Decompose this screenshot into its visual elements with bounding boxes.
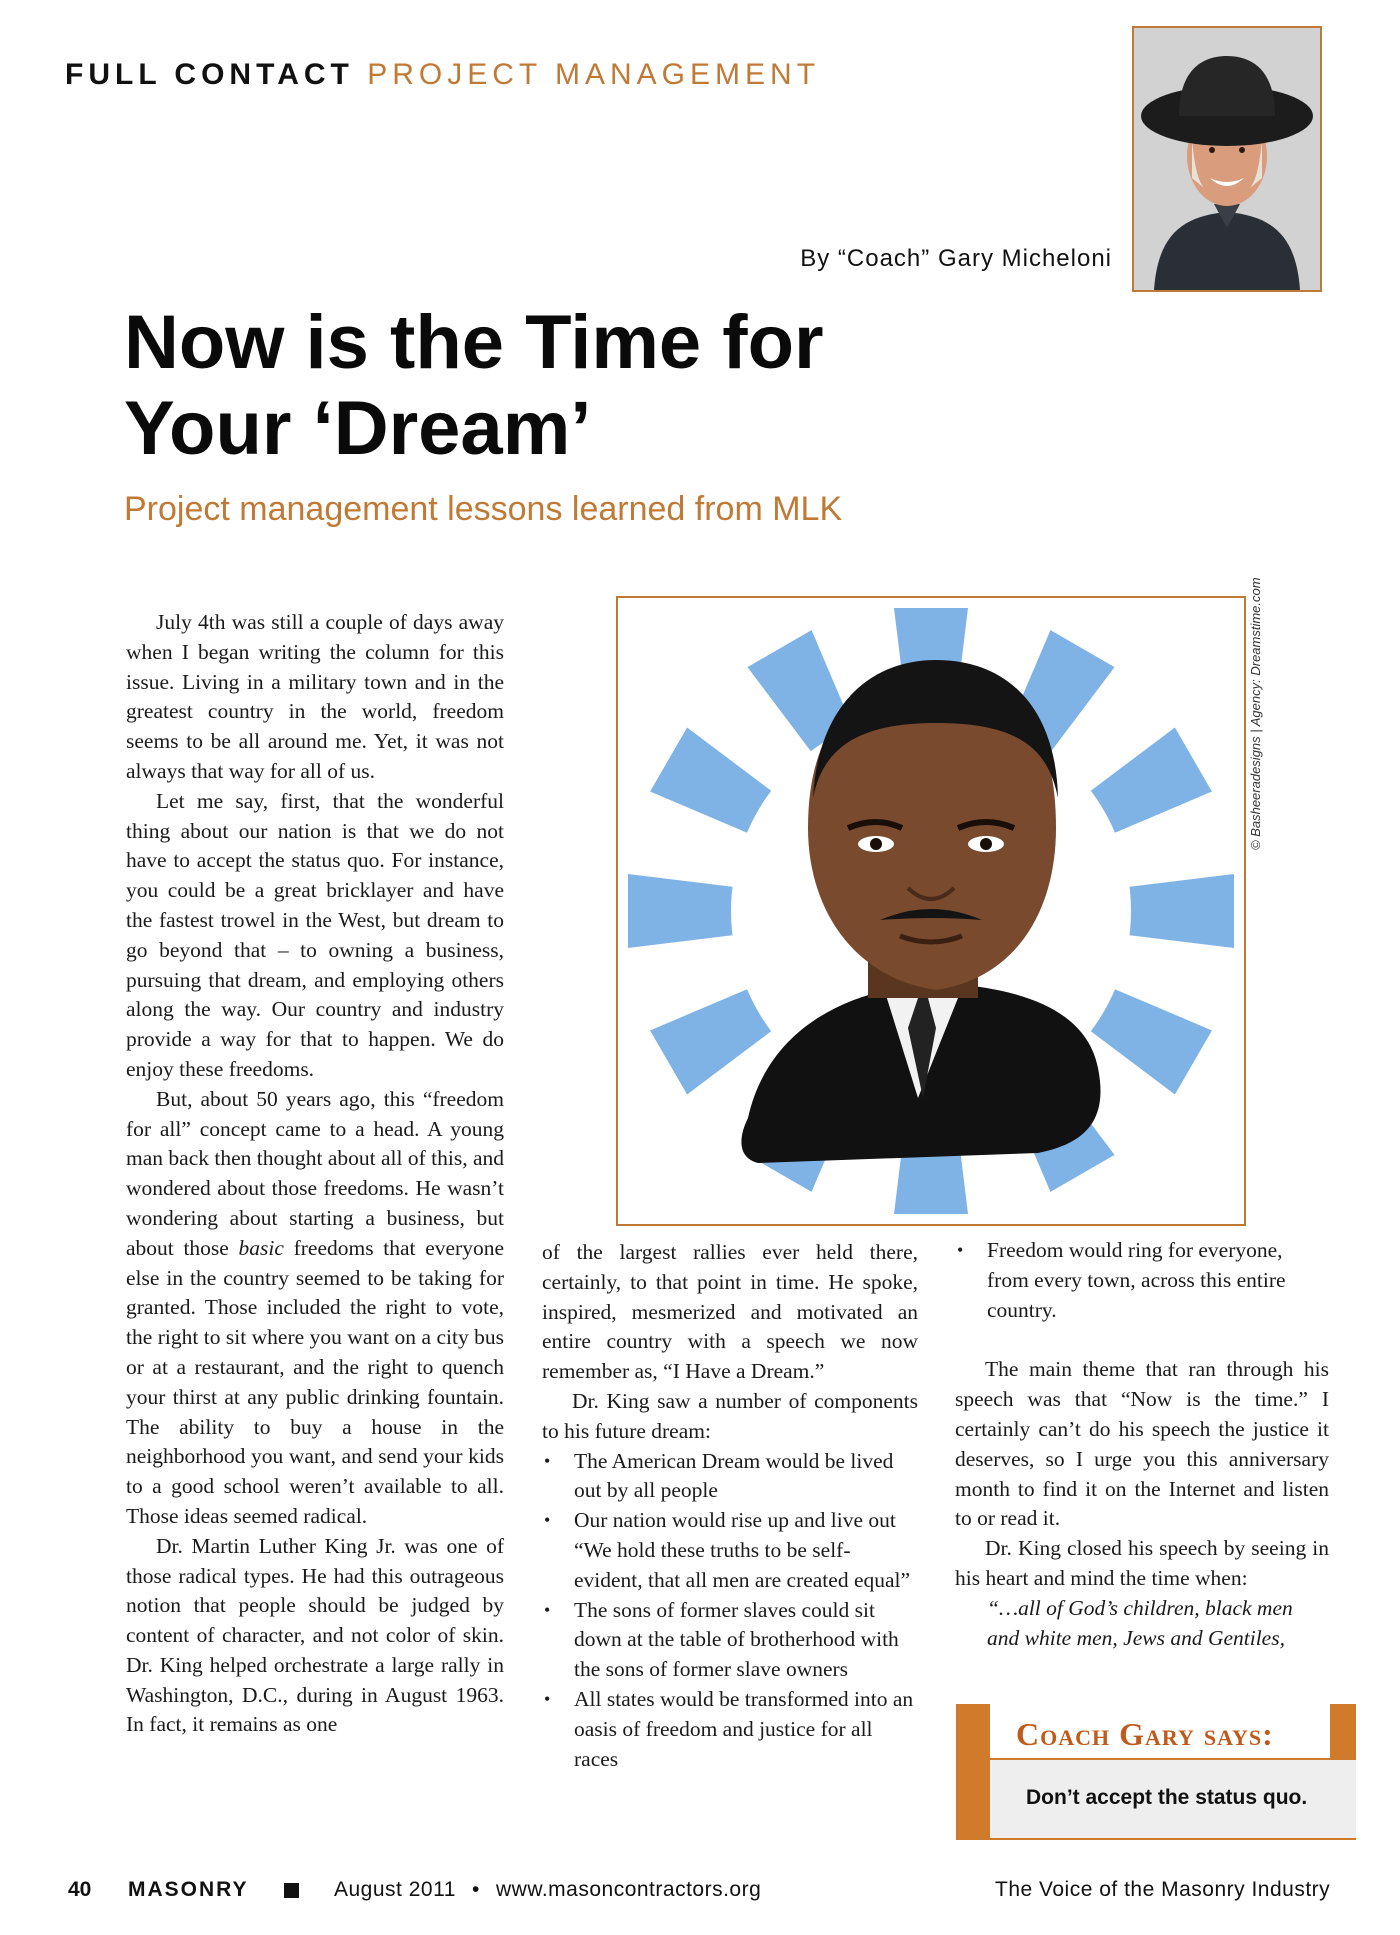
paragraph: Dr. King closed his speech by seeing in his heart and mind the time when: xyxy=(955,1536,1329,1590)
section-kicker xyxy=(65,58,820,92)
callout-accent-bar xyxy=(956,1704,990,1840)
magazine-name: MASONRY xyxy=(128,1878,249,1901)
article-column-1 xyxy=(126,608,504,1740)
paragraph: Let me say, first, that the wonderful thing about our nation is that we do not have to accept the status quo. For instance, you could be a great bricklayer and have the fastest trowel in the West, but dream to go beyond that – to owning a business, pursuing that dream, and employing others along the way. Our country and industry provide a way for that to happen. We do enjoy these freedoms. xyxy=(126,788,504,1081)
speech-quote: “…all of God’s children, black men and white men, Jews and Gentiles, xyxy=(987,1595,1293,1650)
kicker-color: PROJECT MANAGEMENT xyxy=(367,58,821,91)
footer-tagline: The Voice of the Masonry Industry xyxy=(995,1878,1331,1901)
author-photo xyxy=(1132,26,1322,292)
issue-date: August 2011 xyxy=(334,1878,456,1901)
paragraph: The main theme that ran through his speech was that “Now is the time.” I certainly can’t do his speech the justice it deserves, so I urge you this anniversary month to find it on the Internet and listen to or read it. xyxy=(955,1357,1329,1531)
callout-header xyxy=(990,1704,1330,1760)
image-credit: © Basheeradesigns | Agency: Dreamstime.com xyxy=(1248,577,1263,850)
square-bullet-icon xyxy=(284,1883,299,1898)
coach-gary-callout xyxy=(956,1704,1356,1840)
callout-text: Don’t accept the status quo. xyxy=(1026,1786,1308,1809)
text-run: freedoms that everyone else in the country seemed to be taking for granted. Those included the right to vote, the right to sit where you want on a city bus or at a restaurant, and the right to quench your thirst at any public drinking fountain. The ability to buy a house in the neighborhood you want, and send your kids to a good school weren’t available to all. Those ideas seemed radical. xyxy=(126,1235,505,1528)
paragraph: of the largest rallies ever held there, certainly, to that point in time. He spoke, inspired, mesmerized and motivated an entire country with a speech we now remember as, “I Have a Dream.” xyxy=(542,1240,918,1384)
paragraph: Dr. King saw a number of components to his future dream: xyxy=(542,1388,918,1443)
list-item: • All states would be transformed into an oasis of freedom and justice for all races xyxy=(542,1685,918,1774)
mlk-illustration xyxy=(616,596,1246,1226)
paragraph xyxy=(126,1085,504,1532)
dream-components-list-continued xyxy=(955,1236,1329,1325)
byline: By “Coach” Gary Micheloni xyxy=(800,245,1112,272)
callout-tab xyxy=(1330,1704,1356,1760)
list-item: • Our nation would rise up and live out “We hold these truths to be self-evident, that all men are created equal” xyxy=(542,1506,918,1595)
headline-line-1: Now is the Time for xyxy=(124,300,824,385)
author-portrait-icon xyxy=(1134,28,1320,290)
dream-components-list xyxy=(542,1447,918,1775)
article-column-2 xyxy=(542,1238,918,1774)
page-number: 40 xyxy=(68,1878,92,1901)
list-item: • Freedom would ring for everyone, from every town, across this entire country. xyxy=(955,1236,1329,1325)
mlk-portrait-icon xyxy=(618,598,1244,1224)
spacer xyxy=(955,1325,1329,1355)
callout-title: Coach Gary says: xyxy=(1016,1716,1274,1752)
paragraph: Dr. Martin Luther King Jr. was one of those radical types. He had this outrageous notion that people should be judged by content of character, and not color of skin. Dr. King helped orchestrate a large rally in Washington, D.C., during in August 1963. In fact, it remains as one xyxy=(126,1533,504,1737)
list-item: • The American Dream would be lived out by all people xyxy=(542,1447,918,1507)
paragraph: July 4th was still a couple of days away when I began writing the column for this issue. Living in a military town and in the greatest country in the world, freedom seems to be all around me. Yet, it was not always that way for all of us. xyxy=(126,610,504,783)
text-run: But, about 50 years ago, this “freedom for all” concept came to a head. A young man back then thought about all of this, and wondered about those freedoms. He wasn’t wondering about starting a business, but about those xyxy=(126,1086,504,1260)
footer-separator: • xyxy=(472,1878,480,1901)
emphasis-text: basic xyxy=(238,1235,284,1260)
callout-body xyxy=(990,1760,1356,1840)
article-column-3 xyxy=(955,1236,1329,1653)
subheadline: Project management lessons learned from MLK xyxy=(124,490,843,528)
list-item: • The sons of former slaves could sit down at the table of brotherhood with the sons of former slave owners xyxy=(542,1596,918,1685)
kicker-bold: FULL CONTACT xyxy=(65,58,354,91)
headline xyxy=(124,300,824,472)
headline-line-2: Your ‘Dream’ xyxy=(124,386,592,471)
website-link[interactable]: www.masoncontractors.org xyxy=(496,1878,762,1901)
